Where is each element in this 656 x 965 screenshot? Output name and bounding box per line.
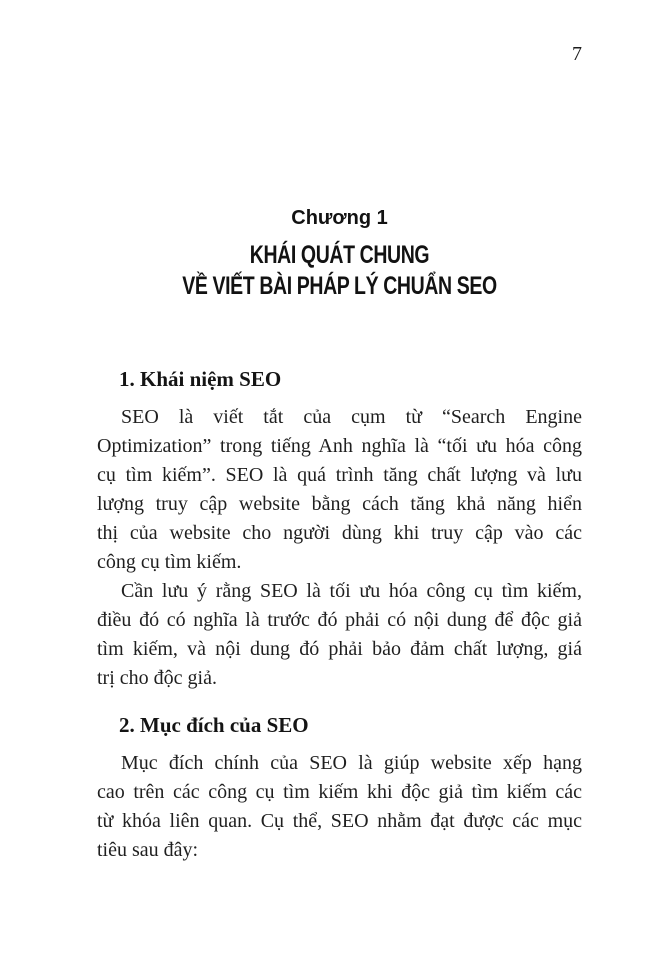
chapter-title-line-1: KHÁI QUÁT CHUNG	[249, 241, 430, 269]
text-line: cao trên các công cụ tìm kiếm khi độc giả tìm kiếm các	[97, 781, 582, 803]
page-content	[97, 0, 582, 865]
text-line: lượng truy cập website bằng cách tăng khả năng hiển	[97, 493, 582, 515]
paragraph-2	[97, 577, 582, 693]
section-heading-1: 1. Khái niệm SEO	[119, 367, 282, 391]
text-line: Cần lưu ý rằng SEO là tối ưu hóa công cụ tìm kiếm,	[121, 580, 582, 602]
text-line: điều đó có nghĩa là trước đó phải có nội dung để độc giả	[97, 609, 582, 631]
text-line: Mục đích chính của SEO là giúp website xếp hạng	[121, 752, 582, 774]
text-line: tìm kiếm, và nội dung đó phải bảo đảm chất lượng, giá	[97, 638, 582, 660]
text-line: trị cho độc giả.	[97, 667, 217, 689]
text-line: tiêu sau đây:	[97, 839, 199, 861]
text-line: thị của website cho người dùng khi truy cập vào các	[97, 522, 582, 544]
text-line: công cụ tìm kiếm.	[97, 551, 242, 573]
paragraph-1	[97, 403, 582, 577]
text-line: SEO là viết tắt của cụm từ “Search Engine	[121, 406, 582, 428]
text-line: từ khóa liên quan. Cụ thể, SEO nhằm đạt được các mục	[97, 810, 582, 832]
page-number: 7	[572, 43, 582, 65]
text-line: cụ tìm kiếm”. SEO là quá trình tăng chất lượng và lưu	[97, 464, 582, 486]
paragraph-3	[97, 749, 582, 865]
text-line: Optimization” trong tiếng Anh nghĩa là “tối ưu hóa công	[97, 435, 582, 457]
chapter-label: Chương 1	[291, 207, 388, 229]
chapter-title	[97, 240, 582, 302]
chapter-title-line-2: VỀ VIẾT BÀI PHÁP LÝ CHUẨN SEO	[182, 272, 497, 300]
section-heading-2: 2. Mục đích của SEO	[119, 713, 309, 737]
